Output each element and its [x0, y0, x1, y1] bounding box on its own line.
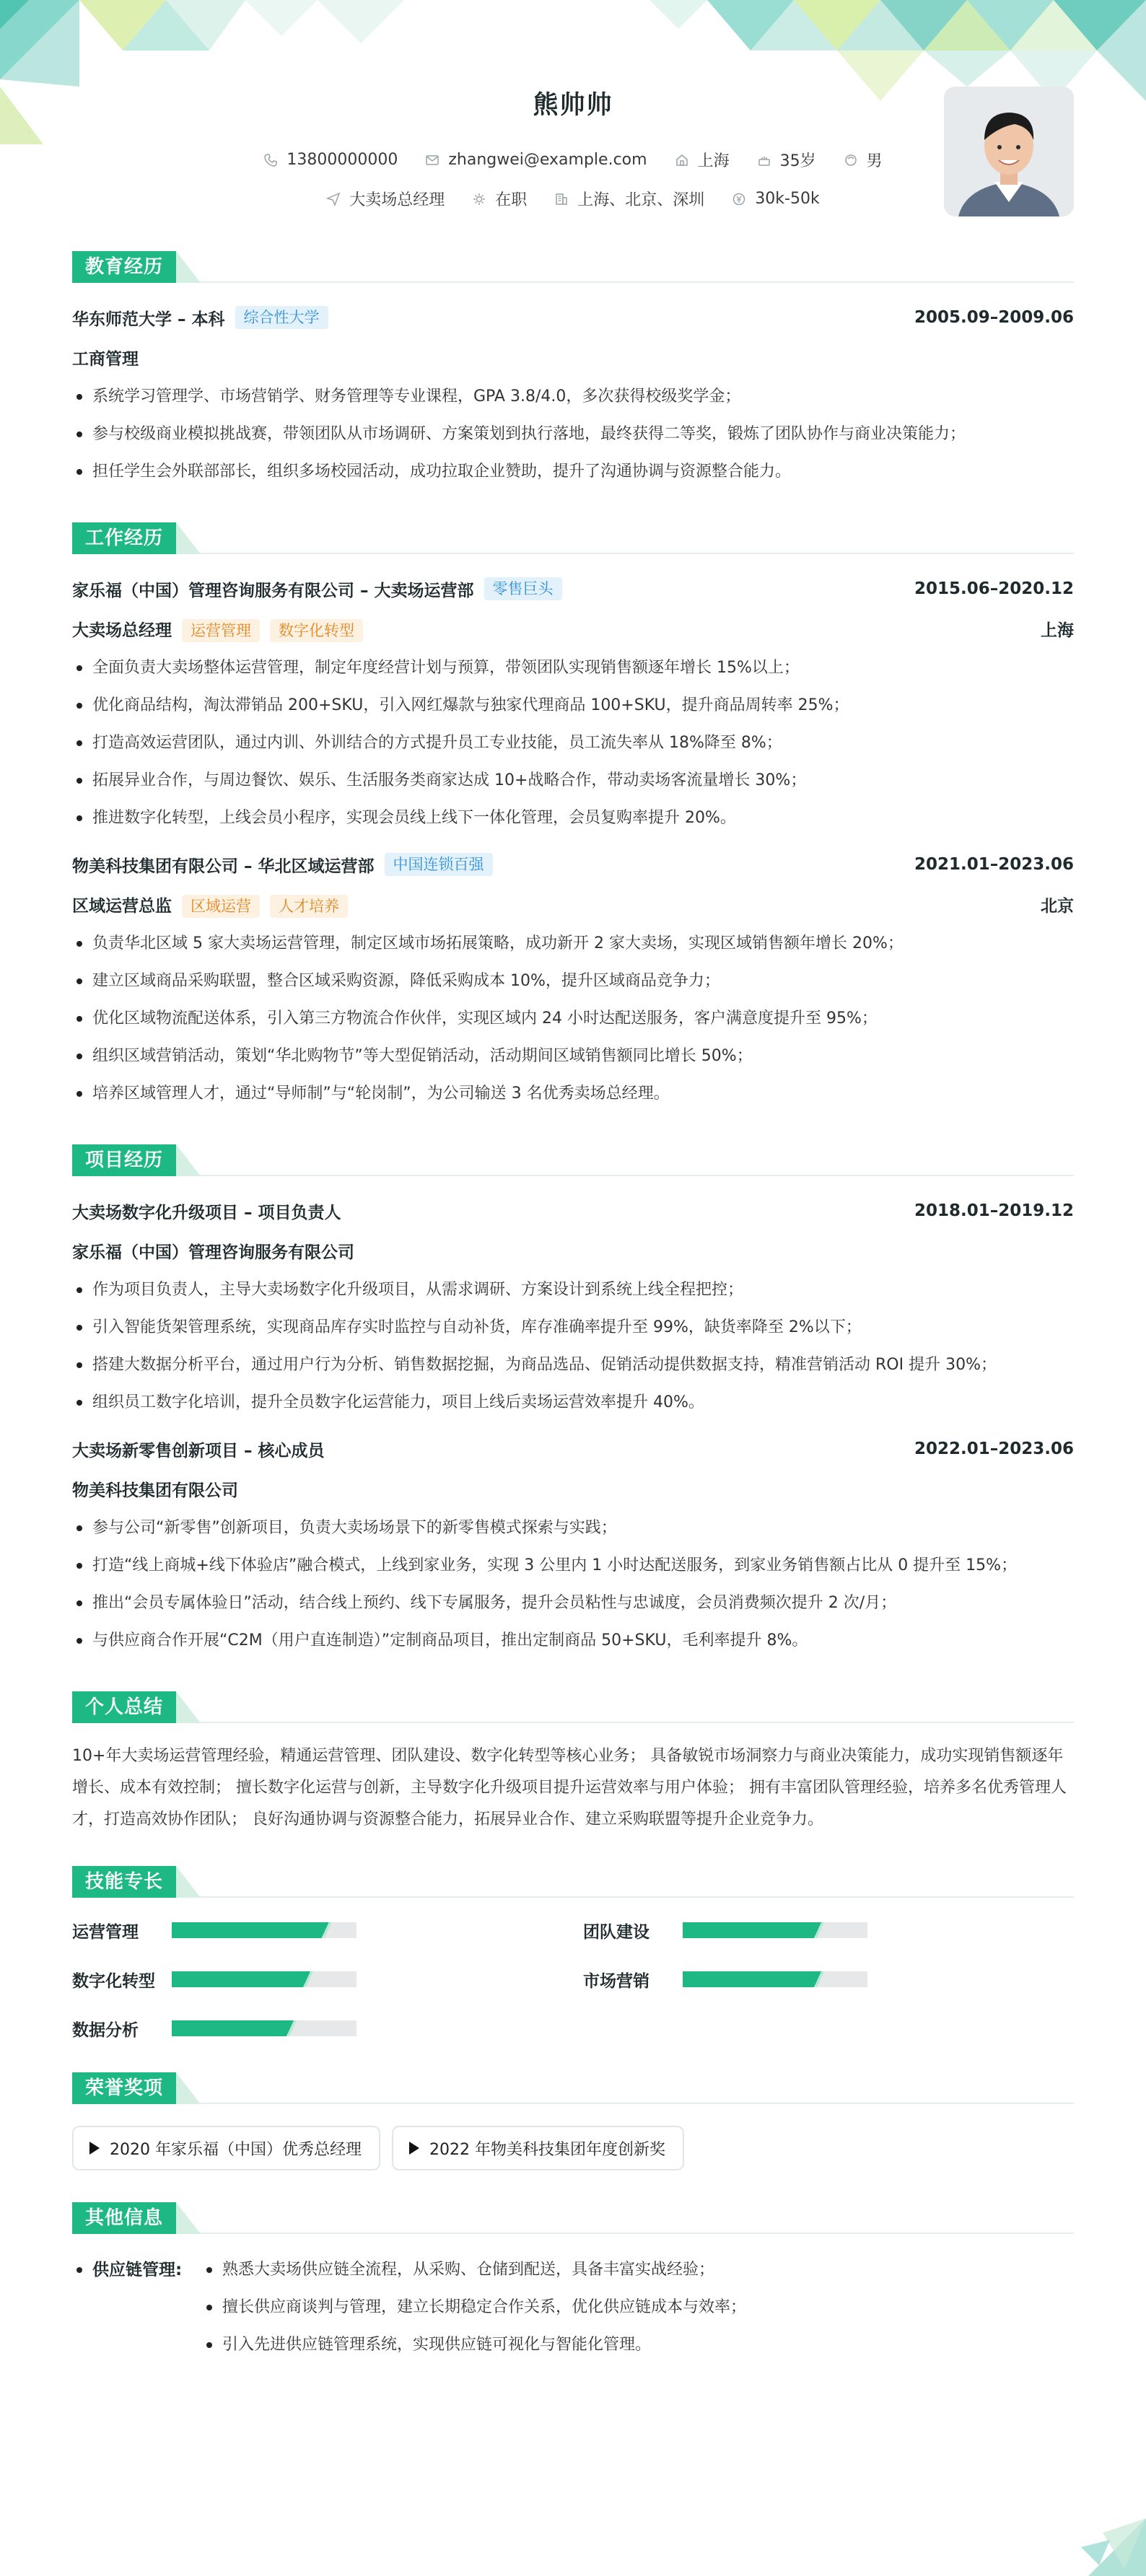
- target-cities-item: [554, 188, 704, 210]
- work-bullets: [72, 928, 1074, 1110]
- skill-bar: [683, 1922, 867, 1938]
- project-entry: [72, 1196, 1074, 1419]
- company-tag: 零售巨头: [484, 577, 562, 600]
- work-company-left: [72, 577, 562, 601]
- skill-tag: 区域运营: [182, 895, 260, 918]
- summary-section: [72, 1691, 1074, 1836]
- contact-row: [72, 149, 1074, 171]
- skill-name: 市场营销: [583, 1971, 649, 1991]
- section-header: [72, 522, 1074, 554]
- phone-icon: [263, 153, 278, 167]
- section-title: 教育经历: [72, 251, 176, 283]
- work-company-row: [72, 574, 1074, 603]
- work-section: [72, 522, 1074, 1110]
- project-row: [72, 1434, 1074, 1463]
- section-title: 荣誉奖项: [72, 2072, 176, 2104]
- section-title: 项目经历: [72, 1144, 176, 1176]
- work-entry: [72, 574, 1074, 834]
- work-bullets: [72, 652, 1074, 834]
- list-item: 全面负责大卖场整体运营管理，制定年度经营计划与预算，带领团队实现销售额逐年增长 15%以上；: [72, 652, 1074, 684]
- target-position-item: [326, 188, 445, 210]
- project-org-text: 物美科技集团有限公司: [72, 1481, 238, 1500]
- skill-item: [72, 1964, 583, 1994]
- education-left: [72, 306, 328, 330]
- project-bullets: [72, 1274, 1074, 1419]
- skill-bar-fill: [172, 2020, 294, 2036]
- section-header: [72, 2072, 1074, 2104]
- skill-bar-fill: [683, 1971, 821, 1987]
- play-triangle-icon: [89, 2142, 100, 2155]
- project-bullets: [72, 1512, 1074, 1657]
- email-text: zhangwei@example.com: [448, 151, 647, 169]
- section-title: 个人总结: [72, 1691, 176, 1723]
- list-item: 担任学生会外联部部长，组织多场校园活动，成功拉取企业赞助，提升了沟通协调与资源整合能力。: [72, 456, 1074, 488]
- list-item: 优化商品结构，淘汰滞销品 200+SKU，引入网红爆款与独家代理商品 100+SKU，提升商品周转率 25%；: [72, 690, 1074, 722]
- summary-text: 10+年大卖场运营管理经验，精通运营管理、团队建设、数字化转型等核心业务； 具备敏锐市场洞察力与商业决策能力，成功实现销售额逐年增长、成本有效控制； 擅长数字化运营与创新，主导数字化升级项目提升运营效率与用户体验； 拥有丰富团队管理经验，培养多名优秀管理人才，打造高效协作团队； 良好沟通协调与资源整合能力，拓展异业合作、建立采购联盟等提升企业竞争力。: [72, 1747, 1067, 1828]
- other-block: [72, 2254, 1074, 2367]
- skill-bar-fill: [172, 1922, 329, 1938]
- major-text: 工商管理: [72, 350, 139, 369]
- list-item: 拓展异业合作，与周边餐饮、娱乐、生活服务类商家达成 10+战略合作，带动卖场客流量增长 30%；: [72, 765, 1074, 797]
- skill-tag: 人才培养: [270, 895, 348, 918]
- city-item: [675, 149, 730, 171]
- list-item: 负责华北区域 5 家大卖场运营管理，制定区域市场拓展策略，成功新开 2 家大卖场，实现区域销售额年增长 20%；: [72, 928, 1074, 960]
- honors-list: [72, 2126, 1074, 2170]
- section-header: [72, 1866, 1074, 1898]
- major: [72, 345, 1074, 374]
- position-name: 大卖场总经理: [72, 621, 172, 640]
- other-label: 供应链管理:: [72, 2254, 202, 2367]
- education-bullets: [72, 381, 1074, 488]
- status-item: [472, 188, 527, 210]
- list-item: 推出“会员专属体验日”活动，结合线上预约、线下专属服务，提升会员粘性与忠诚度，会员消费频次提升 2 次/月；: [72, 1587, 1074, 1619]
- project-org: [72, 1238, 1074, 1267]
- skill-bar: [172, 2020, 357, 2036]
- position-name: 区域运营总监: [72, 897, 172, 916]
- work-position-left: [72, 616, 363, 645]
- company-name: 家乐福（中国）管理咨询服务有限公司 – 大卖场运营部: [72, 581, 474, 600]
- list-item: 引入先进供应链管理系统，实现供应链可视化与智能化管理。: [202, 2329, 746, 2361]
- target-cities-text: 上海、北京、深圳: [577, 191, 705, 209]
- age-icon: [757, 153, 771, 167]
- resume-header: [72, 0, 1074, 231]
- section-header: [72, 1144, 1074, 1176]
- work-position-row: [72, 892, 1074, 921]
- age-text: 35岁: [779, 152, 816, 170]
- list-item: 擅长供应商谈判与管理，建立长期稳定合作关系，优化供应链成本与效率；: [202, 2292, 746, 2323]
- list-item: 组织员工数字化培训，提升全员数字化运营能力，项目上线后卖场运营效率提升 40%。: [72, 1387, 1074, 1419]
- list-item: 打造“线上商城+线下体验店”融合模式，上线到家业务，实现 3 公里内 1 小时达配送服务，到家业务销售额占比从 0 提升至 15%；: [72, 1550, 1074, 1582]
- company-name: 物美科技集团有限公司 – 华北区域运营部: [72, 857, 375, 876]
- honor-item: [392, 2126, 684, 2170]
- list-item: 参与校级商业模拟挑战赛，带领团队从市场调研、方案策划到执行落地，最终获得二等奖，锻炼了团队协作与商业决策能力；: [72, 419, 1074, 450]
- city-text: 上海: [697, 152, 730, 170]
- skill-item: [72, 2013, 583, 2043]
- salary-icon: [732, 192, 746, 206]
- school-name: 华东师范大学 – 本科: [72, 310, 225, 329]
- list-item: 熟悉大卖场供应链全流程，从采购、仓储到配送，具备丰富实战经验；: [202, 2254, 746, 2286]
- play-triangle-icon: [409, 2142, 419, 2155]
- project-name: 大卖场数字化升级项目 – 项目负责人: [72, 1203, 341, 1222]
- section-title: 其他信息: [72, 2202, 176, 2234]
- section-header: [72, 251, 1074, 283]
- skill-name: 运营管理: [72, 1922, 139, 1942]
- corner-decoration: [1059, 2489, 1146, 2576]
- skill-item: [583, 1964, 1016, 1994]
- gender-item: [844, 149, 883, 171]
- home-icon: [675, 153, 689, 167]
- honor-text: 2020 年家乐福（中国）优秀总经理: [110, 2140, 362, 2159]
- project-row: [72, 1196, 1074, 1225]
- work-location: 上海: [1041, 621, 1074, 640]
- project-name: 大卖场新零售创新项目 – 核心成员: [72, 1441, 325, 1460]
- honors-section: [72, 2072, 1074, 2170]
- work-location: 北京: [1041, 897, 1074, 916]
- project-date: 2018.01–2019.12: [914, 1201, 1074, 1220]
- skill-tag: 运营管理: [182, 619, 260, 642]
- work-date: 2021.01–2023.06: [914, 855, 1074, 874]
- target-position-text: 大卖场总经理: [349, 191, 445, 209]
- section-title: 工作经历: [72, 522, 176, 554]
- candidate-name: 熊帅帅: [533, 91, 613, 120]
- education-date: 2005.09–2009.06: [914, 308, 1074, 327]
- skills-section: [72, 1866, 1074, 2043]
- list-item: 搭建大数据分析平台，通过用户行为分析、销售数据挖掘，为商品选品、促销活动提供数据支持，精准营销活动 ROI 提升 30%；: [72, 1349, 1074, 1381]
- education-entry: [72, 303, 1074, 488]
- skill-bar-fill: [172, 1971, 310, 1987]
- skill-bar: [683, 1971, 867, 1987]
- work-date: 2015.06–2020.12: [914, 579, 1074, 598]
- list-item: 组织区域营销活动，策划“华北购物节”等大型促销活动，活动期间区域销售额同比增长 50%；: [72, 1041, 1074, 1072]
- work-position-left: [72, 892, 348, 921]
- status-icon: [472, 192, 486, 206]
- work-entry: [72, 850, 1074, 1110]
- other-bullets: [202, 2254, 746, 2367]
- skill-bar-fill: [683, 1922, 821, 1938]
- salary-item: [732, 188, 819, 210]
- work-company-row: [72, 850, 1074, 879]
- phone-text: 13800000000: [286, 151, 398, 169]
- skill-item: [583, 1915, 1016, 1945]
- section-header: [72, 1691, 1074, 1723]
- other-section: [72, 2202, 1074, 2367]
- company-tag: 中国连锁百强: [385, 853, 493, 876]
- skill-name: 数据分析: [72, 2020, 139, 2040]
- building-icon: [554, 192, 569, 206]
- skill-tag: 数字化转型: [270, 619, 363, 642]
- skill-name: 数字化转型: [72, 1971, 155, 1991]
- list-item: 推进数字化转型，上线会员小程序，实现会员线上线下一体化管理，会员复购率提升 20%。: [72, 802, 1074, 834]
- section-title: 技能专长: [72, 1866, 176, 1898]
- education-section: [72, 251, 1074, 488]
- avatar: [944, 87, 1074, 216]
- honor-item: [72, 2126, 380, 2170]
- list-item: 参与公司“新零售”创新项目，负责大卖场场景下的新零售模式探索与实践；: [72, 1512, 1074, 1544]
- education-row: [72, 303, 1074, 332]
- skill-name: 团队建设: [583, 1922, 649, 1942]
- list-item: 系统学习管理学、市场营销学、财务管理等专业课程，GPA 3.8/4.0，多次获得校级奖学金；: [72, 381, 1074, 413]
- project-entry: [72, 1434, 1074, 1657]
- honor-text: 2022 年物美科技集团年度创新奖: [429, 2140, 665, 2159]
- list-item: 引入智能货架管理系统，实现商品库存实时监控与自动补货，库存准确率提升至 99%，缺货率降至 2%以下；: [72, 1312, 1074, 1344]
- send-icon: [326, 192, 341, 206]
- list-item: 打造高效运营团队，通过内训、外训结合的方式提升员工专业技能，员工流失率从 18%降至 8%；: [72, 727, 1074, 759]
- skills-grid: [72, 1915, 1074, 2043]
- section-header: [72, 2202, 1074, 2234]
- avatar-portrait: [944, 87, 1074, 216]
- skill-bar: [172, 1922, 357, 1938]
- project-org: [72, 1476, 1074, 1505]
- salary-text: 30k-50k: [755, 190, 820, 208]
- age-item: [757, 149, 816, 171]
- list-item: 优化区域物流配送体系，引入第三方物流合作伙伴，实现区域内 24 小时达配送服务，客户满意度提升至 95%；: [72, 1003, 1074, 1035]
- gender-text: 男: [866, 152, 883, 170]
- mail-icon: [425, 153, 439, 167]
- status-text: 在职: [495, 191, 528, 209]
- email-item: [425, 149, 647, 171]
- project-org-text: 家乐福（中国）管理咨询服务有限公司: [72, 1243, 354, 1262]
- list-item: 培养区域管理人才，通过“导师制”与“轮岗制”，为公司输送 3 名优秀卖场总经理。: [72, 1078, 1074, 1110]
- gender-icon: [844, 153, 858, 167]
- school-tag: 综合性大学: [235, 306, 328, 329]
- phone-item: [263, 149, 398, 171]
- skill-bar: [172, 1971, 357, 1987]
- list-item: 建立区域商品采购联盟，整合区域采购资源，降低采购成本 10%，提升区域商品竞争力；: [72, 965, 1074, 997]
- work-company-left: [72, 853, 493, 877]
- list-item: 与供应商合作开展“C2M（用户直连制造）”定制商品项目，推出定制商品 50+SKU，毛利率提升 8%。: [72, 1625, 1074, 1657]
- job-intent-row: [72, 188, 1074, 210]
- projects-section: [72, 1144, 1074, 1657]
- list-item: 作为项目负责人，主导大卖场数字化升级项目，从需求调研、方案设计到系统上线全程把控；: [72, 1274, 1074, 1306]
- project-date: 2022.01–2023.06: [914, 1440, 1074, 1458]
- skill-item: [72, 1915, 583, 1945]
- work-position-row: [72, 616, 1074, 645]
